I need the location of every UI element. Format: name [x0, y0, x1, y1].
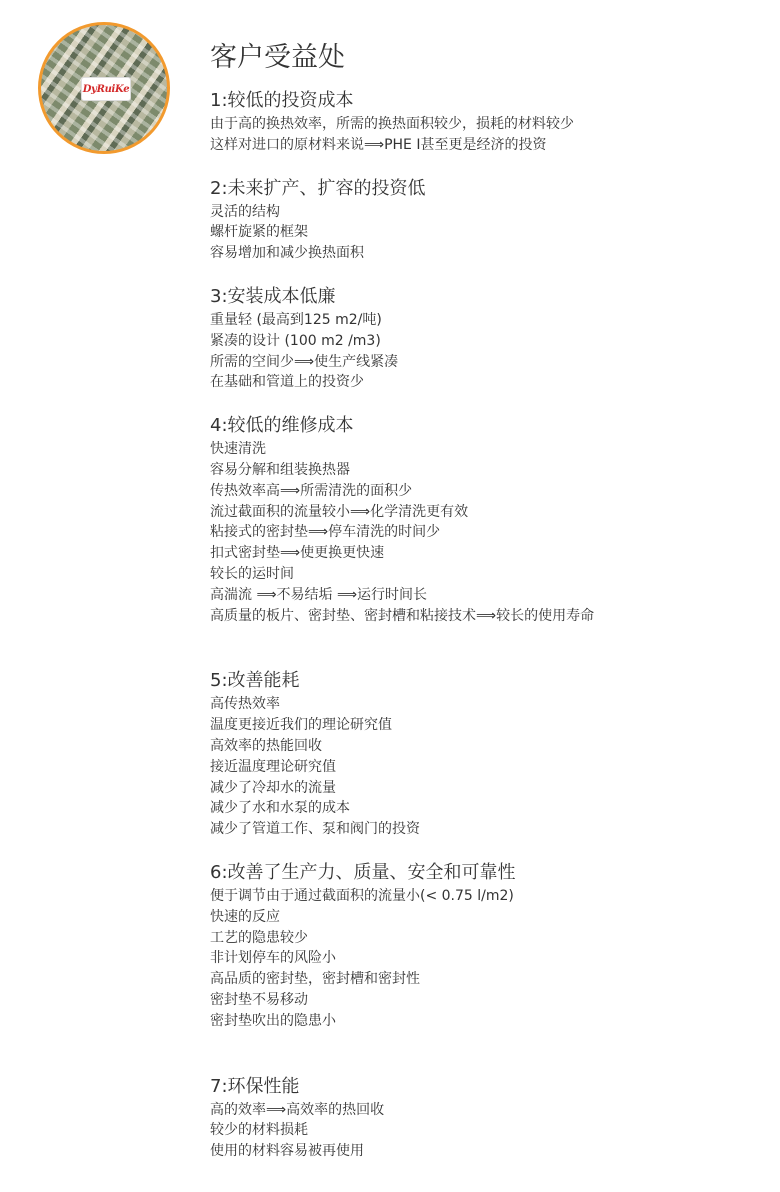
section-line: 由于高的换热效率，所需的换热面积较少，损耗的材料较少 [210, 116, 574, 132]
section-line: 便于调节由于通过截面积的流量小(< 0.75 l/m2) [210, 887, 514, 904]
section-line: 传热效率高⟹所需清洗的面积少 [210, 482, 413, 499]
page-title: 客户受益处 [210, 42, 345, 73]
section-title: 6:改善了生产力、质量、安全和可靠性 [210, 861, 516, 883]
section-title: 5:改善能耗 [210, 670, 300, 692]
section-line: 高品质的密封垫，密封槽和密封性 [210, 971, 420, 988]
section-line: 快速清洗 [210, 441, 266, 458]
section-line: 快速的反应 [210, 908, 280, 925]
section-line: 非计划停车的风险小 [210, 950, 336, 967]
section-line: 高传热效率 [210, 696, 280, 713]
section-line: 高质量的板片、密封垫、密封槽和粘接技术⟹较长的使用寿命 [210, 607, 595, 624]
section-line: 减少了水和水泵的成本 [210, 800, 350, 817]
section-title: 2:未来扩产、扩容的投资低 [210, 177, 426, 199]
section-line: 密封垫吹出的隐患小 [210, 1012, 336, 1029]
section-2 [210, 176, 770, 264]
section-line: 减少了管道工作、泵和阀门的投资 [210, 821, 420, 838]
section-1 [210, 88, 770, 156]
company-logo [38, 22, 170, 154]
section-title: 4:较低的维修成本 [210, 415, 354, 437]
section-title: 1:较低的投资成本 [210, 90, 354, 111]
section-line: 接近温度理论研究值 [210, 758, 336, 775]
section-line: 温度更接近我们的理论研究值 [210, 717, 392, 734]
section-title: 3:安装成本低廉 [210, 285, 336, 307]
section-5 [210, 668, 770, 840]
section-line: 扣式密封垫⟹使更换更快速 [210, 545, 385, 562]
logo-badge: DyRuiKe [81, 77, 131, 101]
section-line: 粘接式的密封垫⟹停车清洗的时间少 [210, 524, 441, 541]
section-line: 高湍流 ⟹不易结垢 ⟹运行时间长 [210, 586, 428, 603]
section-line: 较长的运时间 [210, 565, 294, 582]
section-line: 所需的空间少⟹使生产线紧凑 [210, 353, 399, 370]
section-4 [210, 413, 770, 626]
section-line: 流过截面积的流量较小⟹化学清洗更有效 [210, 503, 469, 520]
section-line: 较少的材料损耗 [210, 1122, 308, 1139]
section-line: 减少了冷却水的流量 [210, 779, 336, 796]
section-line: 密封垫不易移动 [210, 991, 308, 1008]
section-line: 使用的材料容易被再使用 [210, 1143, 364, 1160]
section-line: 螺杆旋紧的框架 [210, 224, 308, 241]
section-line: 这样对进口的原材料来说⟹PHE I甚至更是经济的投资 [210, 136, 547, 153]
section-line: 容易分解和组装换热器 [210, 461, 350, 478]
section-6 [210, 860, 770, 1032]
section-line: 容易增加和减少换热面积 [210, 245, 364, 262]
section-line: 紧凑的设计 (100 m2 /m3) [210, 332, 381, 349]
section-line: 高的效率⟹高效率的热回收 [210, 1101, 385, 1118]
section-7 [210, 1074, 770, 1162]
section-line: 重量轻 (最高到125 m2/吨) [210, 311, 382, 328]
section-3 [210, 284, 770, 393]
section-line: 高效率的热能回收 [210, 737, 322, 754]
benefits-content [210, 38, 770, 1182]
section-line: 在基础和管道上的投资少 [210, 374, 364, 391]
section-title: 7:环保性能 [210, 1075, 300, 1097]
section-line: 灵活的结构 [210, 203, 280, 220]
section-line: 工艺的隐患较少 [210, 929, 308, 946]
